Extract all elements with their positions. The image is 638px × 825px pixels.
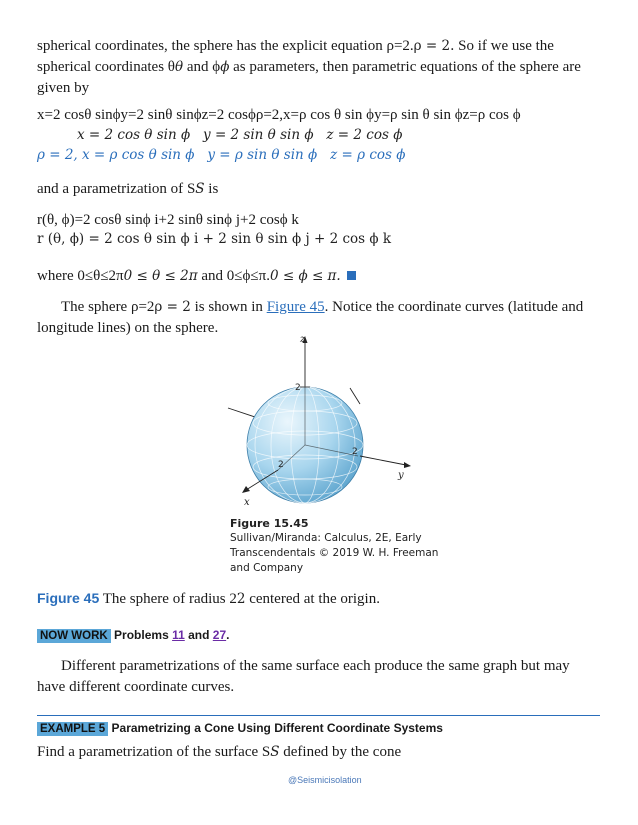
equation-set-1: x = 2 cos θ sin ϕ y = 2 sin θ sin ϕ z = 2 cos ϕ [77,127,403,143]
section-divider [37,715,600,716]
y-tick-label: 2 [352,447,358,457]
parametrization-intro: and a parametrization of SS is [37,181,219,197]
back-axis-left [228,408,258,418]
now-work-badge: NOW WORK [37,629,111,643]
z-axis-label: z [300,334,306,345]
example-header: EXAMPLE 5 Parametrizing a Cone Using Different Coordinate Systems [37,721,443,735]
example-badge: EXAMPLE 5 [37,722,108,736]
find-paragraph: Find a parametrization of the surface SS defined by the cone [37,744,402,760]
problem-11-link[interactable]: 11 [172,628,185,642]
y-axis-label: y [398,470,404,481]
x-tick-label: 2 [278,460,284,470]
x-axis-label: x [244,497,250,508]
equations-plain: x=2 cosθ sinϕy=2 sinθ sinϕz=2 cosϕρ=2,x=ρ cos θ sin ϕy=ρ sin θ sin ϕz=ρ cos ϕ [37,107,521,123]
sphere-paragraph: The sphere ρ=2ρ = 2 is shown in Figure 45. Notice the coordinate curves (latitude and longitude lines) on the sphere. [37,299,584,336]
different-parametrizations-paragraph: Different parametrizations of the same surface each produce the same graph but may have different coordinate curves. [37,658,570,695]
caption-label: Figure 45 [37,590,100,606]
vector-equation-plain: r(θ, ϕ)=2 cosθ sinϕ i+2 sinθ sinϕ j+2 cosϕ k [37,212,299,228]
equation-set-2: ρ = 2, x = ρ cos θ sin ϕ y = ρ sin θ sin ϕ z = ρ cos ϕ [37,147,406,163]
page-body [37,36,603,339]
x-axis-arrow [242,486,250,493]
watermark: @Seismicisolation [288,775,362,785]
figure-credit: Figure 15.45 Sullivan/Miranda: Calculus, 2E, Early Transcendentals © 2019 W. H. Freeman and Company [230,517,439,574]
now-work-line: NOW WORK Problems 11 and 27. [37,628,229,642]
domain-statement: where 0≤θ≤2π0 ≤ θ ≤ 2π and 0≤ϕ≤π.0 ≤ ϕ ≤ π. [37,266,603,287]
back-axis-right [350,388,360,404]
intro-paragraph: spherical coordinates, the sphere has the explicit equation ρ=2.ρ = 2. So if we use the spherical coordinates θθ and ϕϕ as parameters, then parametric equations of the sphere are given by [37,38,581,96]
figure-45-link[interactable]: Figure 45 [266,299,325,315]
figure-caption: Figure 45 The sphere of radius 22 centered at the origin. [37,590,380,607]
problem-27-link[interactable]: 27 [212,628,227,642]
vector-equation: r (θ, ϕ) = 2 cos θ sin ϕ i + 2 sin θ sin ϕ j + 2 cos ϕ k [37,231,392,247]
y-axis-outer [360,456,406,465]
end-of-example-icon [347,271,356,280]
z-tick-label: 2 [295,383,301,393]
y-axis-arrow [404,462,411,468]
